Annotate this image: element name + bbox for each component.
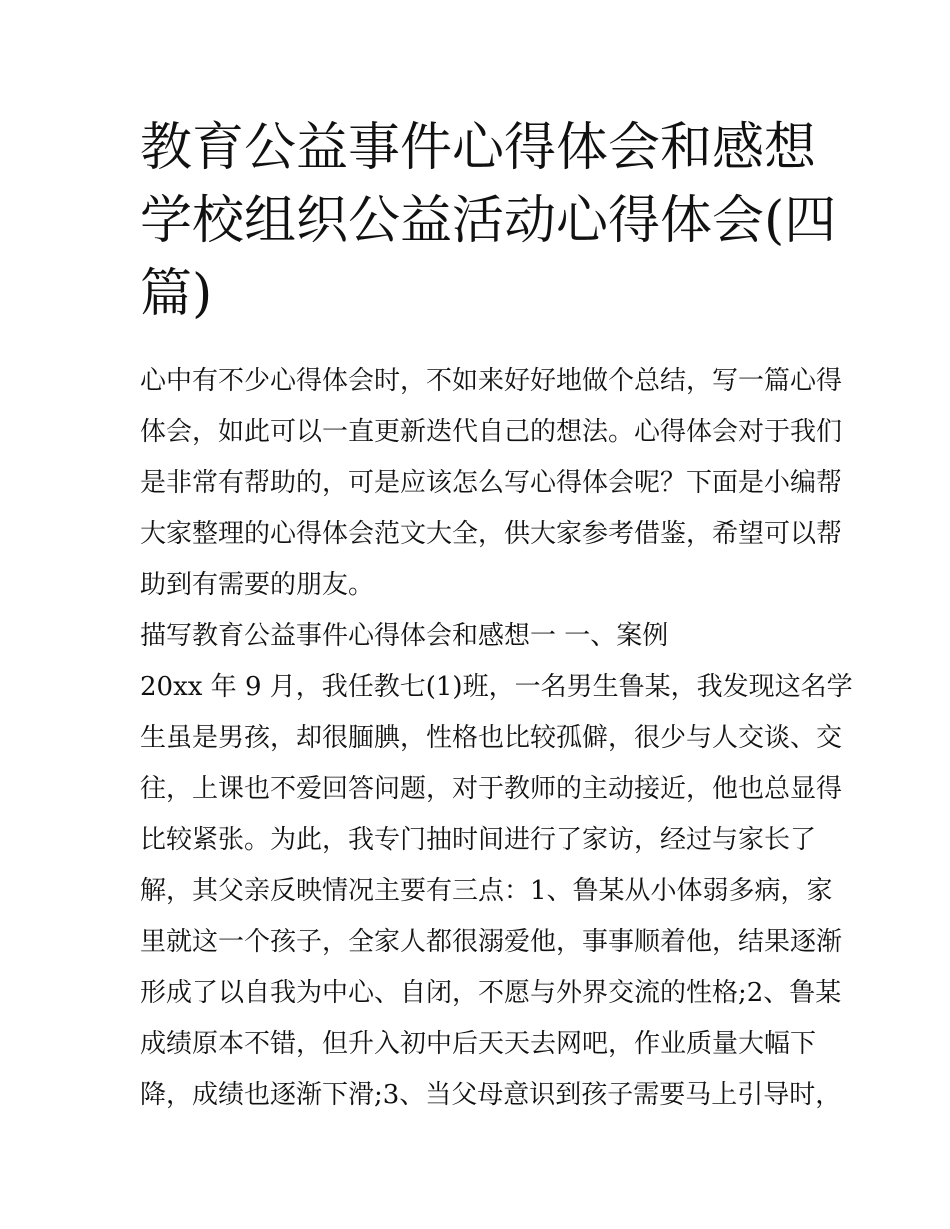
body-line: 体会，如此可以一直更新迭代自己的想法。心得体会对于我们 xyxy=(140,417,843,447)
body-line: 大家整理的心得体会范文大全，供大家参考借鉴，希望可以帮 xyxy=(140,519,843,549)
body-line: 20xx 年 9 月，我任教七(1)班，一名男生鲁某，我发现这名学 xyxy=(140,672,853,702)
document-body xyxy=(140,356,853,1121)
body-line: 形成了以自我为中心、自闭，不愿与外界交流的性格;2、鲁某 xyxy=(140,978,842,1008)
body-line: 心中有不少心得体会时，不如来好好地做个总结，写一篇心得 xyxy=(140,366,843,396)
document-title xyxy=(140,112,837,331)
body-line: 助到有需要的朋友。 xyxy=(140,570,375,600)
body-line: 比较紧张。为此，我专门抽时间进行了家访，经过与家长了 xyxy=(140,825,817,855)
title-line-3: 篇) xyxy=(140,264,213,324)
body-line: 往，上课也不爱回答问题，对于教师的主动接近，他也总显得 xyxy=(140,774,843,804)
section-heading: 描写教育公益事件心得体会和感想一 一、案例 xyxy=(140,621,669,651)
body-line: 里就这一个孩子，全家人都很溺爱他，事事顺着他，结果逐渐 xyxy=(140,927,843,957)
body-line: 解，其父亲反映情况主要有三点：1、鲁某从小体弱多病，家 xyxy=(140,876,833,906)
body-line: 生虽是男孩，却很腼腆，性格也比较孤僻，很少与人交谈、交 xyxy=(140,723,843,753)
title-line-2: 学校组织公益活动心得体会(四 xyxy=(140,191,837,251)
title-line-1: 教育公益事件心得体会和感想 xyxy=(140,118,817,178)
body-line: 降，成绩也逐渐下滑;3、当父母意识到孩子需要马上引导时， xyxy=(140,1080,842,1110)
body-line: 是非常有帮助的，可是应该怎么写心得体会呢？下面是小编帮 xyxy=(140,468,843,498)
body-line: 成绩原本不错，但升入初中后天天去网吧，作业质量大幅下 xyxy=(140,1029,817,1059)
